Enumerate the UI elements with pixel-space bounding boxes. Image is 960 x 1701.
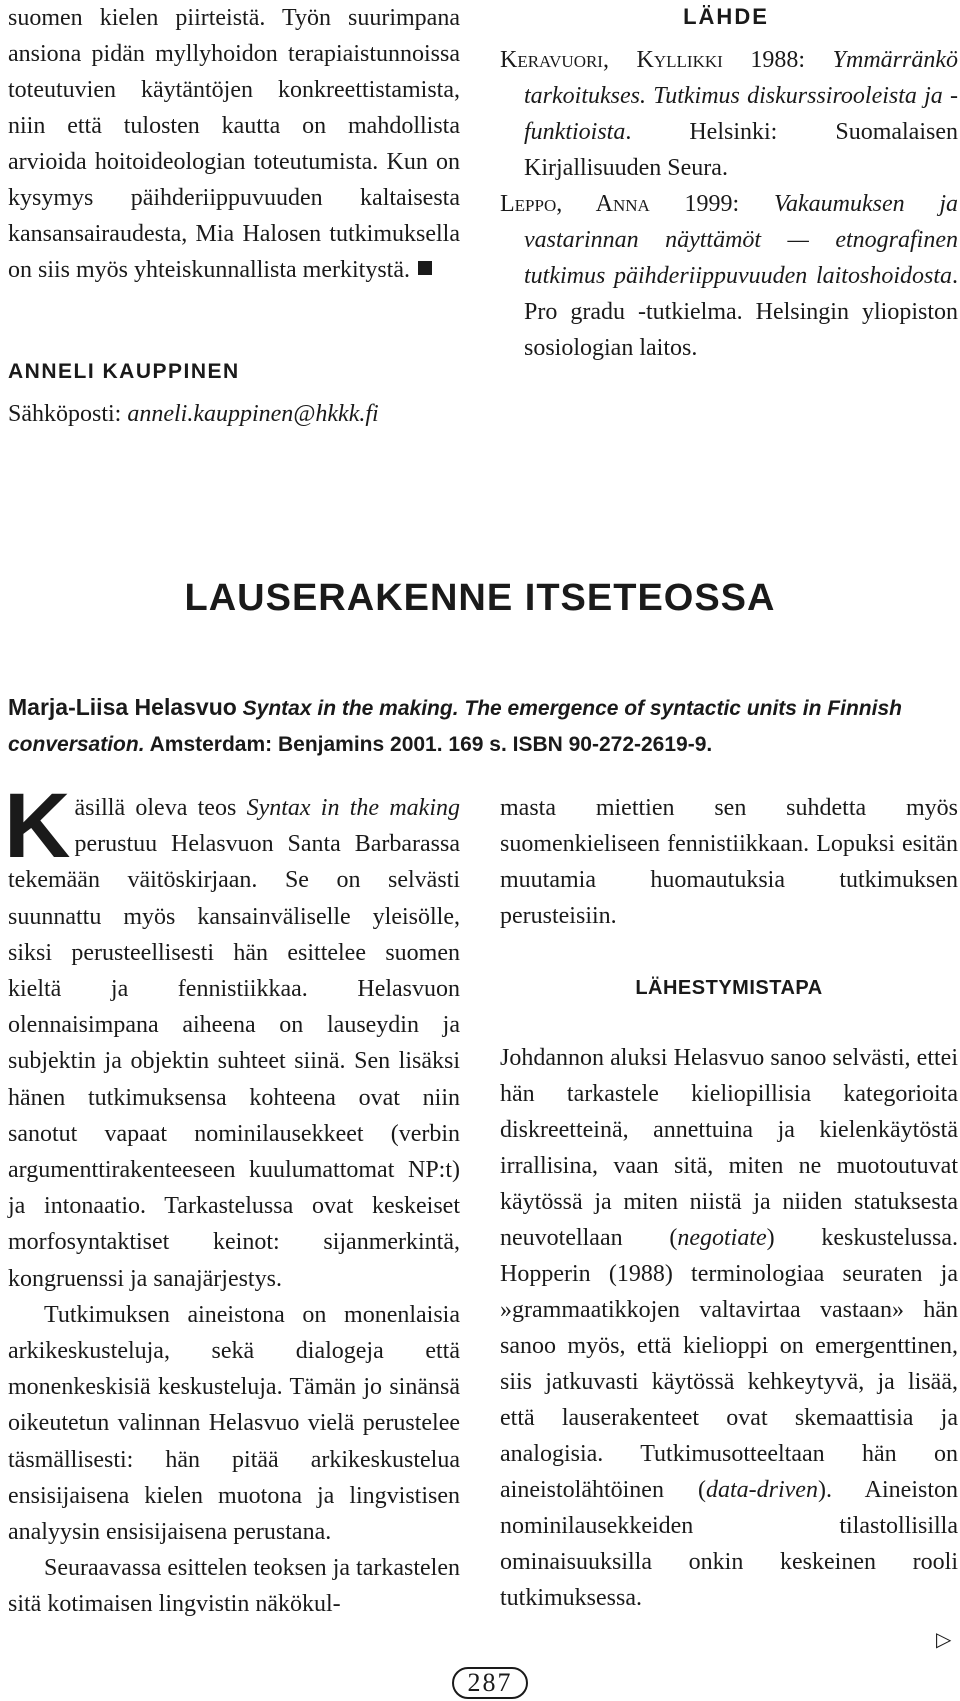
body-column-right <box>500 790 958 1616</box>
book-title: Syntax in the making. The emergence of syntactic units in Finnish conversation. <box>8 697 902 756</box>
reference-title: Ymmärränkö tarkoitukses. Tutkimus diskurssirooleista ja -funktioista <box>524 47 958 145</box>
italic-term: data-driven <box>705 1477 818 1503</box>
paragraph-text: äsillä oleva teos <box>74 795 247 821</box>
reference-year: 1999: <box>649 191 774 217</box>
italic-term: negotiate <box>677 1225 767 1251</box>
review-title: LAUSERAKENNE ITSETEOSSA <box>184 577 776 619</box>
email-line <box>8 396 379 432</box>
end-of-article-mark <box>418 261 432 275</box>
book-publication-info: Amsterdam: Benjamins 2001. 169 s. ISBN 90-272-2619-9. <box>149 733 713 756</box>
reference-year: 1988: <box>722 47 833 73</box>
bibliographic-line <box>8 689 956 763</box>
reference-author: Keravuori, Kyllikki <box>500 47 723 73</box>
drop-cap: K <box>4 775 71 877</box>
body-paragraph: masta miettien sen suhdetta myös suomenkieliseen fennistiikkaan. Lopuksi esitän muutamia huomautuksia tutkimuksen perusteisiin. <box>500 795 958 929</box>
body-paragraph <box>4 775 460 1297</box>
paragraph-text: suomen kielen piirteistä. Työn suurimpana ansiona pidän myllyhoidon terapiaistunnoissa toteutuvien käytäntöjen konkreettistamista, niin että tulosten kautta on mahdollista arvioida hoitoideologian toteutumista. Kun on kysymys päihderiippuvuuden kaltaisesta kansansairaudesta, Mia Halosen tutkimuksella on siis myös yhteiskunnallista merkitystä. <box>8 5 460 283</box>
body-paragraph: Tutkimuksen aineistona on monenlaisia arkikeskusteluja, sekä dialogeja että monenkeskisiä keskusteluja. Tämän jo sinänsä oikeutetun valinnan Helasvuo vielä perustelee täsmällisesti: hän pitää arkikeskustelua ensisijaisena kielen muotona ja lingvistisen analyysin ensisijaisena perustana. <box>8 1301 460 1546</box>
continued-paragraph <box>8 0 460 288</box>
reference-publisher: . Helsinki: Suomalaisen Kirjallisuuden Seura. <box>524 119 958 181</box>
body-paragraph <box>500 1040 958 1616</box>
email-label: Sähköposti: <box>8 401 128 427</box>
reference-author: Leppo, Anna <box>500 191 650 217</box>
body-paragraph: Seuraavassa esittelen teoksen ja tarkastelen sitä kotimaisen lingvistin näkökul- <box>8 1555 460 1618</box>
page-number: 287 <box>452 1667 528 1699</box>
reference-item <box>500 42 958 186</box>
author-signature: ANNELI KAUPPINEN <box>8 360 240 383</box>
book-title-inline: Syntax in the making <box>246 795 460 821</box>
reference-publisher: . Pro gradu -tutkielma. Helsingin yliopiston sosiologian laitos. <box>524 263 958 361</box>
reference-title: Vakaumuksen ja vastarinnan näyttämöt — etnografinen tutkimus päihderiippuvuuden laitoshoidosta <box>524 191 959 289</box>
section-heading: LÄHESTYMISTAPA <box>635 977 823 999</box>
reference-item <box>500 186 958 366</box>
paragraph-text: Johdannon aluksi Helasvuo sanoo selvästi, ettei hän tarkastele kieliopillisia kategorioita diskreetteinä, annettuina ja kielenkäytöstä irrallisina, vaan sitä, miten ne muotoutuvat käytössä ja miten niistä ja niiden statuksesta neuvotellaan ( <box>500 1045 958 1251</box>
paragraph-text: perustuu Helasvuon Santa Barbarassa tekemään väitöskirjaan. Se on selvästi suunnattu myös kansainväliselle yleisölle, siksi perusteellisesti hän esittelee suomen kieltä ja fennistiikkaa. Helasvuon olennaisimpana aiheena on lauseydin ja subjektin ja objektin suhteet siinä. Sen lisäksi hänen tutkimuksensa kohteena ovat niin sanotut vapaat nominilausekkeet (verbin argumenttirakenteeseen kuulumattomat NP:t) ja intonaatio. Tarkastelussa ovat keskeiset morfosyntaktiset keinot: sijanmerkintä, kongruenssi ja sanajärjestys. <box>8 831 460 1292</box>
paragraph-text: ). Aineiston nominilausekkeiden tilastollisilla ominaisuuksilla onkin keskeinen rooli tutkimuksessa. <box>500 1477 958 1611</box>
paragraph-text: ) keskustelussa. Hopperin (1988) terminologiaa seuraten ja »grammaatikkojen valtavirtaa vastaan» hän sanoo myös, että kielioppi on emergenttinen, siis jatkuvasti käytössä kehkeytyvä, ja lisää, että lauserakenteet ovat skemaattisia ja analogisia. Tutkimusotteeltaan hän on aineistolähtöinen ( <box>500 1225 958 1503</box>
reference-list <box>500 42 958 366</box>
email-address[interactable]: anneli.kauppinen@hkkk.fi <box>127 401 379 427</box>
sources-heading: LÄHDE <box>683 4 769 29</box>
continue-arrow-icon: ▷ <box>936 1629 952 1651</box>
body-column-left <box>4 775 460 1623</box>
book-author: Marja-Liisa Helasvuo <box>8 694 237 720</box>
